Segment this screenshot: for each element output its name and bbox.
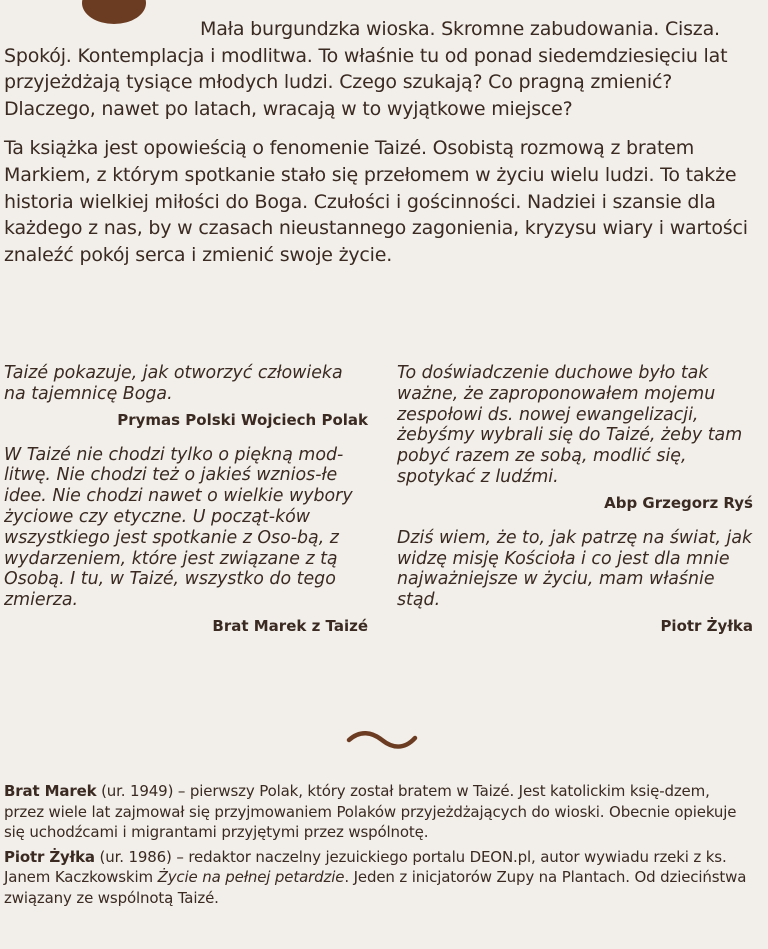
quote-text: Taizé pokazuje, jak otworzyć człowieka na tajemnicę Boga. xyxy=(4,363,343,404)
author-bios xyxy=(4,781,754,909)
bio-piotr-zylka xyxy=(4,847,754,909)
intro-paragraph-1: Mała burgundzka wioska. Skromne zabudowania. Cisza. Spokój. Kontemplacja i modlitwa. To właśnie tu od ponad siedemdziesięciu lat przyjeżdżają tysiące młodych ludzi. Czego szukają? Co pragną zmienić? Dlaczego, nawet po latach, wracają w to wyjątkowe miejsce? xyxy=(4,18,728,120)
intro-paragraph-2: Ta książka jest opowieścią o fenomenie Taizé. Osobistą rozmową z bratem Markiem, z którym spotkanie stało się przełomem w życiu wielu ludzi. To także historia wielkiej miłości do Boga. Czułości i gościnności. Nadziei i szansie dla każdego z nas, by w czasach nieustannego zagonienia, kryzysu wiary i wartości znaleźć pokój serca i zmienić swoje życie. xyxy=(4,137,748,266)
bio-name: Piotr Żyłka xyxy=(4,847,95,866)
quote-author: Brat Marek z Taizé xyxy=(212,616,368,635)
quote-author: Piotr Żyłka xyxy=(660,616,753,635)
quote-text: To doświadczenie duchowe było tak ważne, że zaproponowałem mojemu zespołowi ds. nowej ewangelizacji, żebyśmy wybrali się do Taizé, żeby tam pobyć razem ze sobą, modlić się, spotykać z ludźmi. xyxy=(397,363,743,487)
testimonials-right-column xyxy=(397,363,753,635)
testimonials-left-column xyxy=(4,363,368,635)
bio-text: (ur. 1949) – pierwszy Polak, który został bratem w Taizé. Jest katolickim księ-dzem, przez wiele lat zajmował się przyjmowaniem Polaków przyjeżdżających do wioski. Obecnie opiekuje się uchodźcami i migrantami przyjętymi przez wspólnotę. xyxy=(4,782,737,842)
intro-text xyxy=(4,16,764,268)
quote-author: Prymas Polski Wojciech Polak xyxy=(117,410,368,429)
quote-text: Dziś wiem, że to, jak patrzę na świat, jak widzę misję Kościoła i co jest dla mnie najważniejsze w życiu, mam właśnie stąd. xyxy=(397,527,753,611)
bio-text: . Jeden z inicjatorów Zupy na Plantach. Od dzieciństwa związany ze wspólnotą Taizé. xyxy=(4,868,747,907)
bio-text: (ur. 1986) – redaktor naczelny jezuickiego portalu DEON.pl, autor wywiadu rzeki z ks. Janem Kaczkowskim xyxy=(4,847,727,887)
bio-name: Brat Marek xyxy=(4,782,97,800)
tilde-ornament-icon xyxy=(346,728,418,750)
bio-brat-marek xyxy=(4,781,754,843)
quote-text: W Taizé nie chodzi tylko o piękną mod-litwę. Nie chodzi też o jakieś wznios-łe idee. Nie chodzi nawet o wielkie wybory życiowe czy etyczne. U począt-ków wszystkiego jest spotkanie z Oso-bą, z wydarzeniem, które jest związane z tą Osobą. I tu, w Taizé, wszystko do tego zmierza. xyxy=(4,444,353,611)
quote-author: Abp Grzegorz Ryś xyxy=(604,493,753,512)
book-title: Życie na pełnej petardzie xyxy=(157,868,345,887)
